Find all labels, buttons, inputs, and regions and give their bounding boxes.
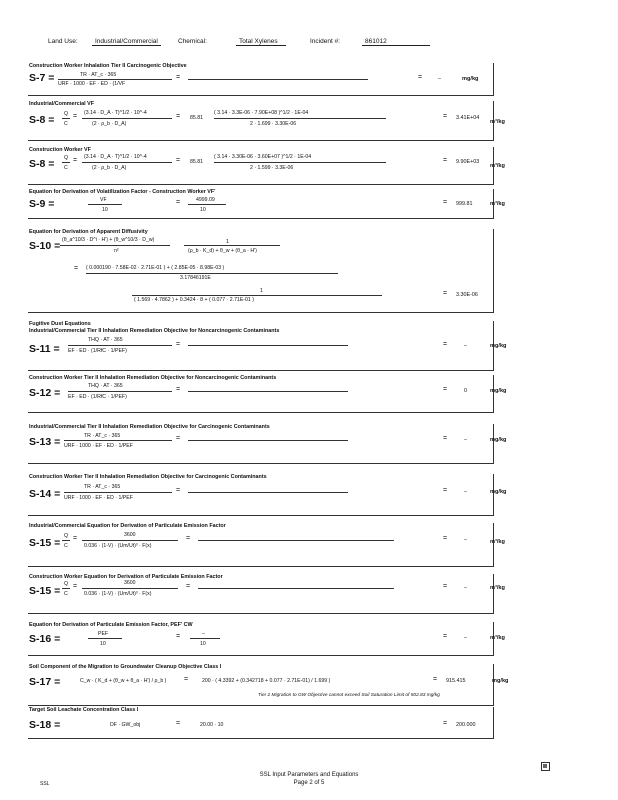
land-use-label: Land Use: — [48, 38, 78, 45]
equation-id: S-10 = — [29, 240, 61, 252]
equation-id: S-15 = — [29, 537, 61, 549]
page-marker-icon — [541, 762, 550, 771]
saturation-note: Tier 2 Migration to GW Objective cannot exceed Soil Saturation Limit of 502.83 mg/kg — [258, 693, 440, 698]
section-s8-construction: Construction Worker VF S-8 = Q C = (3.14 · D_A · T)^1/2 · 10^-4 (2 · ρ_b · D_A) = 85.81 ( 3.14 · 3.30E-06 · 3.60E+07 )^1/2 · 1E-04 2 · 1.599 · 3.3E-06 = 9.90E+03 m³/kg — [28, 147, 494, 185]
section-title: Construction Worker Tier II Inhalation Remediation Objective for Noncarcinogenic Contaminants — [29, 375, 277, 381]
result-unit: m³/kg — [490, 635, 505, 641]
result-value: – — [464, 635, 467, 641]
equation-id: S-17 = — [29, 676, 61, 688]
result-value: 3.41E+04 — [456, 115, 480, 121]
section-title: Industrial/Commercial Equation for Derivation of Particulate Emission Factor — [29, 523, 226, 529]
result-value: 0 — [464, 388, 467, 394]
chemical-value: Total Xylenes — [236, 38, 286, 46]
section-s13: Industrial/Commercial Tier II Inhalation Remediation Objective for Carcinogenic Contaminants S-13 = TR · AT_c · 365 URF · 1000 · EF · ED · 1/PEF = = – mg/kg — [28, 424, 494, 464]
result-unit: mg/kg — [490, 489, 507, 495]
section-s16: Equation for Derivation of Particulate Emission Factor, PEF' CW S-16 = PEF 10 = – 10 = – m³/kg — [28, 622, 494, 656]
chemical-label: Chemical: — [178, 38, 207, 45]
section-s11: Fugitive Dust Equations Industrial/Commercial Tier II Inhalation Remediation Objective for Noncarcinogenic Contaminants S-11 = THQ · AT · 365 EF · ED · (1/RfC · 1/PEF) = = – mg/kg — [28, 321, 494, 371]
equation-id: S-8 = — [29, 114, 55, 126]
land-use-value: Industrial/Commercial — [92, 38, 161, 46]
result-unit: mg/kg — [462, 76, 479, 82]
section-s12: Construction Worker Tier II Inhalation Remediation Objective for Noncarcinogenic Contaminants S-12 = THQ · AT · 365 EF · ED · (1/RfC · 1/PEF) = = 0 mg/kg — [28, 375, 494, 413]
values-numerator: ( 3.14 · 3.30E-06 · 3.60E+07 )^1/2 · 1E-04 — [214, 154, 312, 160]
footer-page: Page 2 of 5 — [293, 780, 325, 786]
values-numerator: ( 3.14 · 3.3E-06 · 7.90E+08 )^1/2 · 1E-04 — [214, 110, 309, 116]
section-title: Soil Component of the Migration to Groundwater Cleanup Objective Class I — [29, 664, 222, 670]
result-value: 915.415 — [446, 678, 466, 684]
formula-numerator: (3.14 · D_A · T)^1/2 · 10^-4 — [84, 154, 147, 160]
result-unit: m³/kg — [490, 585, 505, 591]
result-value: – — [464, 343, 467, 349]
values-denominator: 10 — [200, 207, 206, 213]
equation-id: S-13 = — [29, 436, 61, 448]
equation-id: S-11 = — [29, 343, 60, 355]
section-title: Construction Worker Equation for Derivation of Particulate Emission Factor — [29, 574, 223, 580]
section-title: Equation for Derivation of Particulate Emission Factor, PEF' CW — [29, 622, 193, 628]
incident-label: Incident #: — [310, 38, 340, 45]
section-s8-industrial: Industrial/Commercial VF S-8 = Q C = (3.14 · D_A · T)^1/2 · 10^-4 (2 · ρ_b · D_A) = 85.81 ( 3.14 · 3.3E-06 · 7.90E+08 )^1/2 · 1E-04 2 · 1.699 · 3.30E-06 = 3.41E+04 m³/kg — [28, 101, 494, 141]
result-value: 999.81 — [456, 201, 473, 207]
section-subtitle: Industrial/Commercial Tier II Inhalation Remediation Objective for Noncarcinogenic Contaminants — [29, 328, 280, 334]
equation-id: S-12 = — [29, 387, 61, 399]
section-title: Industrial/Commercial VF — [29, 101, 95, 107]
section-title: Equation for Derivation of Volatilization Factor - Construction Worker VF' — [29, 189, 216, 195]
formula-denominator: URF · 1000 · EF · ED · (1/VF — [58, 81, 126, 87]
values-numerator: 4999.09 — [196, 197, 215, 203]
result-unit: m³/kg — [490, 539, 505, 545]
result-unit: m³/kg — [490, 119, 505, 125]
section-s9: Equation for Derivation of Volatilization Factor - Construction Worker VF' S-9 = VF 10 = 4999.09 10 = 999.81 m³/kg — [28, 189, 494, 219]
formula-numerator: (3.14 · D_A · T)^1/2 · 10^-4 — [84, 110, 147, 116]
formula: C_w · ( K_d + (θ_w + θ_a · H') / ρ_b ) — [80, 678, 167, 684]
equation-id: S-14 = — [29, 488, 61, 500]
equation-id: S-18 = — [29, 719, 61, 731]
result-unit: mg/kg — [492, 678, 509, 684]
section-title: Target Soil Leachate Concentration Class I — [29, 707, 139, 713]
section-title: Equation for Derivation of Apparent Diffusivity — [29, 229, 148, 235]
equation-id: S-7 = — [29, 72, 55, 84]
section-s14: Construction Worker Tier II Inhalation Remediation Objective for Carcinogenic Contaminants S-14 = TR · AT_c · 365 URF · 1000 · EF · ED · 1/PEF = = – mg/kg — [28, 474, 494, 516]
equation-id: S-15 = — [29, 585, 61, 597]
formula-numerator: TR · AT_c · 365 — [80, 72, 117, 78]
result-value: 3.30E-06 — [456, 292, 478, 298]
section-s17: Soil Component of the Migration to Groundwater Cleanup Objective Class I S-17 = C_w · ( K_d + (θ_w + θ_a · H') / ρ_b ) = 200 · ( 4.3392 + (0.342718 + 0.077 · 2.71E-01) / 1.699 ) = 915.415 mg/kg Tier 2 Migration to GW Objective cannot exceed Soil Saturation Limit of 502.83 mg/kg — [28, 664, 494, 706]
values-line2: ( 0.000190 · 7.58E-02 · 2.71E-01 ) + ( 2.85E-05 · 8.98E-03 ) — [86, 265, 225, 271]
equation-id: S-16 = — [29, 633, 61, 645]
incident-value: 861012 — [362, 38, 430, 46]
result-unit: mg/kg — [490, 343, 507, 349]
page-header — [0, 38, 618, 50]
result-unit: m³/kg — [490, 163, 505, 169]
coefficient: 85.81 — [190, 115, 203, 121]
values-line3: ( 1.569 · 4.7862 ) + 0.3424 · 8 + ( 0.077 · 2.71E-01 ) — [134, 297, 254, 303]
section-s15-industrial: Industrial/Commercial Equation for Derivation of Particulate Emission Factor S-15 = Q C = 3600 0.036 · (1-V) · (Um/Ut)³ · F(x) = = – m³/kg — [28, 523, 494, 567]
coefficient: 85.81 — [190, 159, 203, 165]
section-title: Construction Worker VF — [29, 147, 91, 153]
section-s7: Construction Worker Inhalation Tier II Carcinogenic Objective S-7 = TR · AT_c · 365 URF · 1000 · EF · ED · (1/VF = = – mg/kg — [28, 63, 494, 96]
footer-left: SSL — [40, 781, 50, 787]
result-value: – — [464, 585, 467, 591]
equation-id: S-9 = — [29, 198, 55, 210]
formula: DF · GW_obj — [110, 722, 141, 728]
result-unit: m³/kg — [490, 201, 505, 207]
values: 200 · ( 4.3392 + (0.342718 + 0.077 · 2.71E-01) / 1.699 ) — [202, 678, 331, 684]
section-title: Fugitive Dust Equations — [29, 321, 91, 327]
result-value: – — [464, 537, 467, 543]
footer-title: SSL Input Parameters and Equations — [259, 772, 359, 778]
values-denominator: 2 · 1.699 · 3.30E-06 — [250, 121, 297, 127]
equation-id: S-8 = — [29, 158, 55, 170]
section-title: Construction Worker Inhalation Tier II Carcinogenic Objective — [29, 63, 187, 69]
section-s10: Equation for Derivation of Apparent Diffusivity S-10 = (θ_a^10/3 · D^i · H') + (θ_w^10/3 · D_w) n² 1 (ρ_b · K_d) + θ_w + (θ_a · H') = ( 0.000190 · 7.58E-02 · 2.71E-01 ) + ( 2.85E-05 · 8.98E-03 ) 3.17846191E 1 ( 1.569 · 4.7862 ) + 0.3424 · 8 + ( 0.077 · 2.71E-01 ) = 3.30E-06 — [28, 229, 494, 313]
result-unit: mg/kg — [490, 437, 507, 443]
formula-denominator: (2 · ρ_b · D_A) — [92, 121, 127, 127]
result-value: 9.90E+03 — [456, 159, 480, 165]
section-s15-construction: Construction Worker Equation for Derivation of Particulate Emission Factor S-15 = Q C = 3600 0.036 · (1-V) · (Um/Ut)³ · F(x) = = – m³/kg — [28, 574, 494, 614]
section-title: Industrial/Commercial Tier II Inhalation Remediation Objective for Carcinogenic Contaminants — [29, 424, 270, 430]
section-title: Construction Worker Tier II Inhalation Remediation Objective for Carcinogenic Contaminants — [29, 474, 267, 480]
formula-denominator: (2 · ρ_b · D_A) — [92, 165, 127, 171]
values-denominator: 2 · 1.599 · 3.3E-06 — [250, 165, 294, 171]
result-value: – — [464, 489, 467, 495]
result-value: – — [438, 76, 441, 82]
values: 20.00 · 10 — [200, 722, 224, 728]
result-unit: mg/kg — [490, 388, 507, 394]
section-s18: Target Soil Leachate Concentration Class I S-18 = DF · GW_obj = 20.00 · 10 = 200.000 — [28, 707, 494, 739]
result-value: 200.000 — [456, 722, 476, 728]
result-value: – — [464, 437, 467, 443]
